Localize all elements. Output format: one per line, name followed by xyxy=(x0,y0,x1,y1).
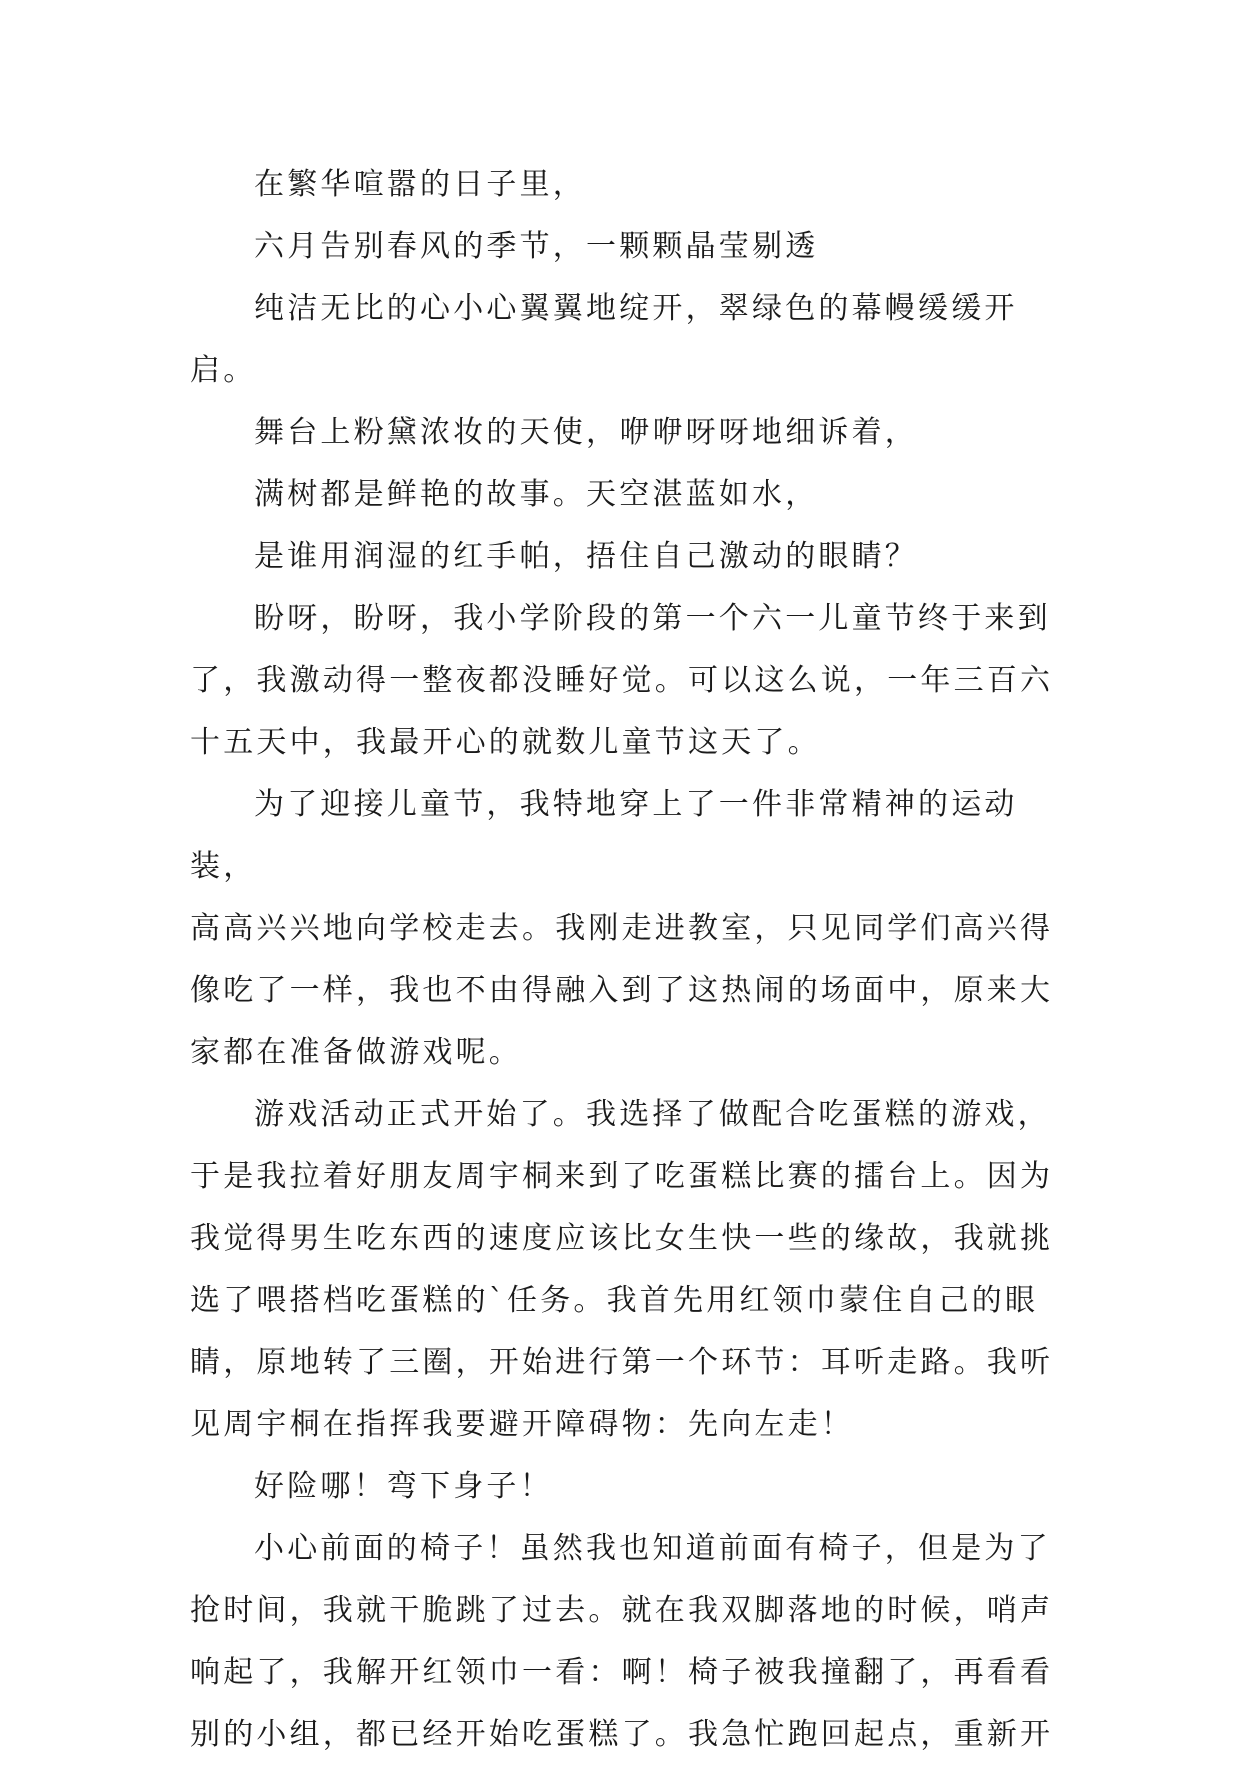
paragraph: 为了迎接儿童节，我特地穿上了一件非常精神的运动装， 高高兴兴地向学校走去。我刚走进教室，只见同学们高兴得 像吃了一样，我也不由得融入到了这热闹的场面中，原来大 家都在准备做游戏呢。 xyxy=(190,787,1054,1070)
paragraph: 是谁用润湿的红手帕，捂住自己激动的眼睛？ xyxy=(254,539,918,574)
paragraph: 六月告别春风的季节，一颗颗晶莹剔透 xyxy=(254,229,819,264)
paragraph: 游戏活动正式开始了。我选择了做配合吃蛋糕的游戏， 于是我拉着好朋友周宇桐来到了吃蛋糕比赛的擂台上。因为 我觉得男生吃东西的速度应该比女生快一些的缘故，我就挑 选了喂搭档吃蛋糕的`任务。我首先用红领巾蒙住自己的眼 睛，原地转了三圈，开始进行第一个环节：耳听走路。我听 见周宇桐在指挥我要避开障碍物：先向左走！ xyxy=(190,1097,1054,1442)
paragraph: 在繁华喧嚣的日子里， xyxy=(254,167,586,202)
paragraph: 小心前面的椅子！虽然我也知道前面有椅子，但是为了 抢时间，我就干脆跳了过去。就在我双脚落地的时候，哨声 响起了，我解开红领巾一看：啊！椅子被我撞翻了，再看看 别的小组，都已经开始吃蛋糕了。我急忙跑回起点，重新开 xyxy=(190,1531,1054,1752)
paragraph: 纯洁无比的心小心翼翼地绽开，翠绿色的幕幔缓缓开启。 xyxy=(190,291,1018,388)
paragraph: 满树都是鲜艳的故事。天空湛蓝如水， xyxy=(254,477,819,512)
paragraph: 好险哪！弯下身子！ xyxy=(254,1469,553,1504)
document-body xyxy=(190,154,1070,1766)
paragraph: 舞台上粉黛浓妆的天使，咿咿呀呀地细诉着， xyxy=(254,415,918,450)
paragraph: 盼呀，盼呀，我小学阶段的第一个六一儿童节终于来到 了，我激动得一整夜都没睡好觉。可以这么说，一年三百六 十五天中，我最开心的就数儿童节这天了。 xyxy=(190,601,1054,760)
